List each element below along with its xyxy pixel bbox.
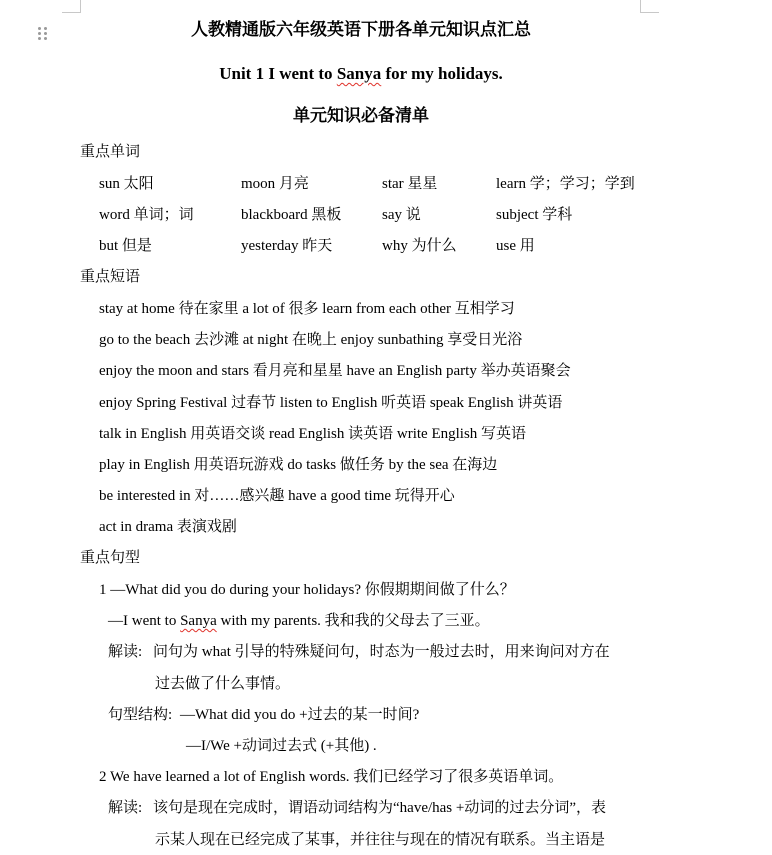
phrase-line: be interested in 对……感兴趣 have a good time 玩得开心 [99,488,455,504]
section-heading-sentences: 重点句型 [80,550,141,566]
section-heading-words: 重点单词 [80,144,141,160]
phrase-line: go to the beach 去沙滩 at night 在晚上 enjoy sunbathing 享受日光浴 [99,332,523,348]
spellcheck-word: Sanya [336,64,382,83]
phrase-line: act in drama 表演戏剧 [99,519,237,535]
subtitle: 单元知识必备清单 [293,106,429,125]
unit-title: Unit 1 I went to Sanya for my holidays. [219,64,503,83]
structure-text: —I/We +动词过去式 (+其他) . [186,738,377,754]
phrase-line: talk in English 用英语交谈 read English 读英语 write English 写英语 [99,426,527,442]
word-item: but 但是 [99,238,152,254]
sentence-answer: —I went to Sanya with my parents. 我和我的父母去了三亚。 [108,613,490,629]
explanation-label: 解读: [108,800,143,816]
word-item: moon 月亮 [241,176,309,192]
word-item: learn 学；学习；学到 [496,176,635,192]
document-title: 人教精通版六年级英语下册各单元知识点汇总 [191,20,531,39]
explanation-text: 过去做了什么事情。 [155,676,291,692]
sentence-question: 1 —What did you do during your holidays? 你假期期间做了什么？ [99,582,515,598]
explanation-text: 该句是现在完成时，谓语动词结构为“have/has +动词的过去分词”，表 [153,800,607,816]
page-corner-mark-right [640,0,659,13]
word-item: star 星星 [382,176,438,192]
structure-label: 句型结构: [108,707,173,723]
structure-text: —What did you do +过去的某一时间? [180,707,420,723]
phrase-line: enjoy the moon and stars 看月亮和星星 have an English party 举办英语聚会 [99,363,571,379]
word-item: yesterday 昨天 [241,238,333,254]
word-item: sun 太阳 [99,176,154,192]
sentence-two: 2 We have learned a lot of English words. 我们已经学习了很多英语单词。 [99,769,564,785]
explanation-text: 问句为 what 引导的特殊疑问句，时态为一般过去时，用来询问对方在 [153,644,610,660]
word-item: blackboard 黑板 [241,207,342,223]
spellcheck-word: Sanya [180,613,217,629]
phrase-line: enjoy Spring Festival 过春节 listen to English 听英语 speak English 讲英语 [99,395,563,411]
word-item: subject 学科 [496,207,573,223]
word-item: why 为什么 [382,238,457,254]
word-item: say 说 [382,207,421,223]
word-item: use 用 [496,238,535,254]
section-heading-phrases: 重点短语 [80,269,141,285]
phrase-line: stay at home 待在家里 a lot of 很多 learn from each other 互相学习 [99,301,515,317]
explanation-label: 解读: [108,644,143,660]
page-corner-mark-left [62,0,81,13]
phrase-line: play in English 用英语玩游戏 do tasks 做任务 by the sea 在海边 [99,457,498,473]
word-item: word 单词；词 [99,207,194,223]
explanation-text: 示某人现在已经完成了某事，并往往与现在的情况有联系。当主语是 [155,832,606,848]
